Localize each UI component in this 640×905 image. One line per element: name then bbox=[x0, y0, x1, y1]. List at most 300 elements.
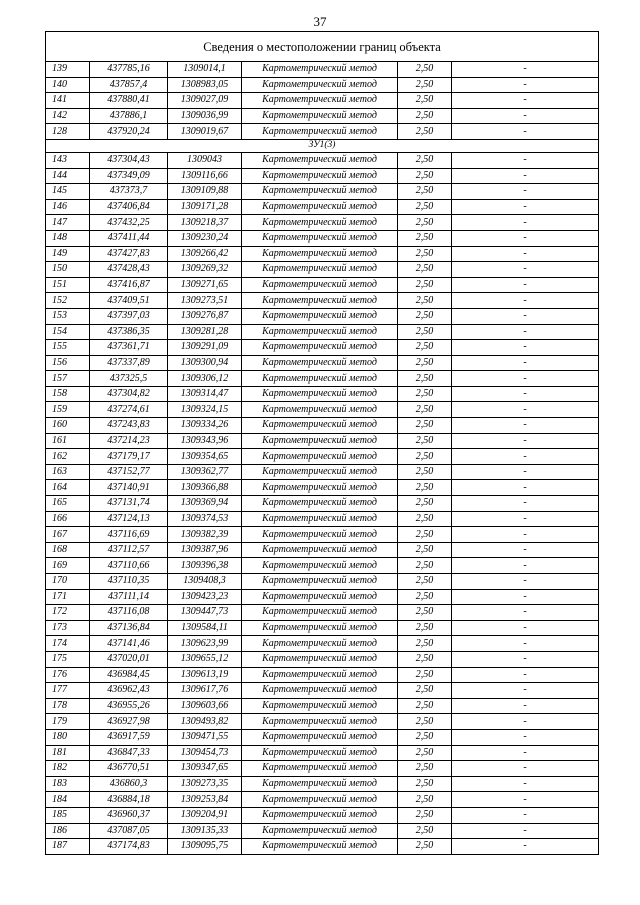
table-row bbox=[46, 230, 599, 246]
table-row bbox=[46, 355, 599, 371]
method-cell: Картометрический метод bbox=[242, 215, 398, 231]
point-number-cell: 187 bbox=[46, 839, 90, 855]
note-cell: - bbox=[452, 651, 599, 667]
method-cell: Картометрический метод bbox=[242, 776, 398, 792]
point-number-cell: 186 bbox=[46, 823, 90, 839]
table-row bbox=[46, 246, 599, 262]
y-coordinate-cell: 1309014,1 bbox=[168, 62, 242, 78]
x-coordinate-cell: 437116,08 bbox=[90, 605, 168, 621]
table-row bbox=[46, 215, 599, 231]
point-number-cell: 170 bbox=[46, 574, 90, 590]
accuracy-cell: 2,50 bbox=[398, 124, 452, 140]
accuracy-cell: 2,50 bbox=[398, 262, 452, 278]
note-cell: - bbox=[452, 714, 599, 730]
note-cell: - bbox=[452, 683, 599, 699]
x-coordinate-cell: 437361,71 bbox=[90, 340, 168, 356]
note-cell: - bbox=[452, 605, 599, 621]
x-coordinate-cell: 437274,61 bbox=[90, 402, 168, 418]
y-coordinate-cell: 1309019,67 bbox=[168, 124, 242, 140]
table-row bbox=[46, 527, 599, 543]
accuracy-cell: 2,50 bbox=[398, 636, 452, 652]
y-coordinate-cell: 1309423,23 bbox=[168, 589, 242, 605]
accuracy-cell: 2,50 bbox=[398, 230, 452, 246]
table-row bbox=[46, 714, 599, 730]
table-row bbox=[46, 124, 599, 140]
y-coordinate-cell: 1309382,39 bbox=[168, 527, 242, 543]
method-cell: Картометрический метод bbox=[242, 293, 398, 309]
accuracy-cell: 2,50 bbox=[398, 77, 452, 93]
table-row bbox=[46, 761, 599, 777]
note-cell: - bbox=[452, 589, 599, 605]
accuracy-cell: 2,50 bbox=[398, 745, 452, 761]
method-cell: Картометрический метод bbox=[242, 589, 398, 605]
x-coordinate-cell: 436847,33 bbox=[90, 745, 168, 761]
y-coordinate-cell: 1309271,65 bbox=[168, 277, 242, 293]
x-coordinate-cell: 437337,89 bbox=[90, 355, 168, 371]
accuracy-cell: 2,50 bbox=[398, 651, 452, 667]
note-cell: - bbox=[452, 355, 599, 371]
y-coordinate-cell: 1309584,11 bbox=[168, 620, 242, 636]
method-cell: Картометрический метод bbox=[242, 386, 398, 402]
point-number-cell: 149 bbox=[46, 246, 90, 262]
method-cell: Картометрический метод bbox=[242, 527, 398, 543]
table-row bbox=[46, 823, 599, 839]
note-cell: - bbox=[452, 77, 599, 93]
note-cell: - bbox=[452, 62, 599, 78]
method-cell: Картометрический метод bbox=[242, 340, 398, 356]
y-coordinate-cell: 1309036,99 bbox=[168, 108, 242, 124]
point-number-cell: 156 bbox=[46, 355, 90, 371]
point-number-cell: 145 bbox=[46, 184, 90, 200]
table-row bbox=[46, 839, 599, 855]
y-coordinate-cell: 1309493,82 bbox=[168, 714, 242, 730]
y-coordinate-cell: 1309306,12 bbox=[168, 371, 242, 387]
table-title-row bbox=[46, 32, 599, 62]
x-coordinate-cell: 436955,26 bbox=[90, 698, 168, 714]
table-row bbox=[46, 542, 599, 558]
y-coordinate-cell: 1309109,88 bbox=[168, 184, 242, 200]
accuracy-cell: 2,50 bbox=[398, 683, 452, 699]
accuracy-cell: 2,50 bbox=[398, 62, 452, 78]
method-cell: Картометрический метод bbox=[242, 62, 398, 78]
method-cell: Картометрический метод bbox=[242, 93, 398, 109]
point-number-cell: 179 bbox=[46, 714, 90, 730]
x-coordinate-cell: 437179,17 bbox=[90, 449, 168, 465]
y-coordinate-cell: 1309135,33 bbox=[168, 823, 242, 839]
point-number-cell: 159 bbox=[46, 402, 90, 418]
method-cell: Картометрический метод bbox=[242, 108, 398, 124]
accuracy-cell: 2,50 bbox=[398, 807, 452, 823]
method-cell: Картометрический метод bbox=[242, 511, 398, 527]
point-number-cell: 167 bbox=[46, 527, 90, 543]
note-cell: - bbox=[452, 761, 599, 777]
point-number-cell: 128 bbox=[46, 124, 90, 140]
note-cell: - bbox=[452, 199, 599, 215]
point-number-cell: 169 bbox=[46, 558, 90, 574]
point-number-cell: 154 bbox=[46, 324, 90, 340]
accuracy-cell: 2,50 bbox=[398, 324, 452, 340]
accuracy-cell: 2,50 bbox=[398, 511, 452, 527]
method-cell: Картометрический метод bbox=[242, 308, 398, 324]
point-number-cell: 177 bbox=[46, 683, 90, 699]
point-number-cell: 171 bbox=[46, 589, 90, 605]
x-coordinate-cell: 437880,41 bbox=[90, 93, 168, 109]
note-cell: - bbox=[452, 402, 599, 418]
point-number-cell: 158 bbox=[46, 386, 90, 402]
point-number-cell: 184 bbox=[46, 792, 90, 808]
y-coordinate-cell: 1308983,05 bbox=[168, 77, 242, 93]
method-cell: Картометрический метод bbox=[242, 277, 398, 293]
table-row bbox=[46, 371, 599, 387]
x-coordinate-cell: 437920,24 bbox=[90, 124, 168, 140]
table-row bbox=[46, 340, 599, 356]
note-cell: - bbox=[452, 340, 599, 356]
accuracy-cell: 2,50 bbox=[398, 667, 452, 683]
x-coordinate-cell: 437140,91 bbox=[90, 480, 168, 496]
note-cell: - bbox=[452, 108, 599, 124]
x-coordinate-cell: 437427,83 bbox=[90, 246, 168, 262]
note-cell: - bbox=[452, 152, 599, 168]
y-coordinate-cell: 1309334,26 bbox=[168, 418, 242, 434]
page-number: 37 bbox=[313, 14, 327, 29]
accuracy-cell: 2,50 bbox=[398, 792, 452, 808]
table-row bbox=[46, 77, 599, 93]
point-number-cell: 142 bbox=[46, 108, 90, 124]
method-cell: Картометрический метод bbox=[242, 792, 398, 808]
note-cell: - bbox=[452, 449, 599, 465]
y-coordinate-cell: 1309362,77 bbox=[168, 464, 242, 480]
table-row bbox=[46, 667, 599, 683]
method-cell: Картометрический метод bbox=[242, 199, 398, 215]
x-coordinate-cell: 437110,66 bbox=[90, 558, 168, 574]
point-number-cell: 155 bbox=[46, 340, 90, 356]
method-cell: Картометрический метод bbox=[242, 558, 398, 574]
x-coordinate-cell: 436917,59 bbox=[90, 729, 168, 745]
table-row bbox=[46, 324, 599, 340]
accuracy-cell: 2,50 bbox=[398, 386, 452, 402]
accuracy-cell: 2,50 bbox=[398, 308, 452, 324]
y-coordinate-cell: 1309408,3 bbox=[168, 574, 242, 590]
x-coordinate-cell: 437214,23 bbox=[90, 433, 168, 449]
x-coordinate-cell: 437174,83 bbox=[90, 839, 168, 855]
method-cell: Картометрический метод bbox=[242, 262, 398, 278]
y-coordinate-cell: 1309655,12 bbox=[168, 651, 242, 667]
accuracy-cell: 2,50 bbox=[398, 168, 452, 184]
y-coordinate-cell: 1309273,35 bbox=[168, 776, 242, 792]
x-coordinate-cell: 437020,01 bbox=[90, 651, 168, 667]
table-row bbox=[46, 620, 599, 636]
y-coordinate-cell: 1309454,73 bbox=[168, 745, 242, 761]
note-cell: - bbox=[452, 839, 599, 855]
method-cell: Картометрический метод bbox=[242, 683, 398, 699]
point-number-cell: 185 bbox=[46, 807, 90, 823]
point-number-cell: 140 bbox=[46, 77, 90, 93]
note-cell: - bbox=[452, 667, 599, 683]
method-cell: Картометрический метод bbox=[242, 77, 398, 93]
point-number-cell: 152 bbox=[46, 293, 90, 309]
accuracy-cell: 2,50 bbox=[398, 402, 452, 418]
table-row bbox=[46, 199, 599, 215]
x-coordinate-cell: 437349,09 bbox=[90, 168, 168, 184]
method-cell: Картометрический метод bbox=[242, 651, 398, 667]
method-cell: Картометрический метод bbox=[242, 714, 398, 730]
point-number-cell: 175 bbox=[46, 651, 90, 667]
x-coordinate-cell: 436927,98 bbox=[90, 714, 168, 730]
table-row bbox=[46, 511, 599, 527]
x-coordinate-cell: 437304,82 bbox=[90, 386, 168, 402]
note-cell: - bbox=[452, 807, 599, 823]
table-row bbox=[46, 433, 599, 449]
method-cell: Картометрический метод bbox=[242, 807, 398, 823]
table-row bbox=[46, 807, 599, 823]
method-cell: Картометрический метод bbox=[242, 605, 398, 621]
accuracy-cell: 2,50 bbox=[398, 464, 452, 480]
note-cell: - bbox=[452, 262, 599, 278]
method-cell: Картометрический метод bbox=[242, 355, 398, 371]
note-cell: - bbox=[452, 293, 599, 309]
point-number-cell: 139 bbox=[46, 62, 90, 78]
x-coordinate-cell: 436960,37 bbox=[90, 807, 168, 823]
accuracy-cell: 2,50 bbox=[398, 246, 452, 262]
method-cell: Картометрический метод bbox=[242, 433, 398, 449]
point-number-cell: 173 bbox=[46, 620, 90, 636]
x-coordinate-cell: 436770,51 bbox=[90, 761, 168, 777]
note-cell: - bbox=[452, 496, 599, 512]
note-cell: - bbox=[452, 511, 599, 527]
note-cell: - bbox=[452, 698, 599, 714]
note-cell: - bbox=[452, 480, 599, 496]
note-cell: - bbox=[452, 246, 599, 262]
accuracy-cell: 2,50 bbox=[398, 542, 452, 558]
accuracy-cell: 2,50 bbox=[398, 108, 452, 124]
method-cell: Картометрический метод bbox=[242, 620, 398, 636]
note-cell: - bbox=[452, 433, 599, 449]
point-number-cell: 160 bbox=[46, 418, 90, 434]
x-coordinate-cell: 436984,45 bbox=[90, 667, 168, 683]
accuracy-cell: 2,50 bbox=[398, 527, 452, 543]
x-coordinate-cell: 437416,87 bbox=[90, 277, 168, 293]
note-cell: - bbox=[452, 308, 599, 324]
accuracy-cell: 2,50 bbox=[398, 823, 452, 839]
accuracy-cell: 2,50 bbox=[398, 480, 452, 496]
method-cell: Картометрический метод bbox=[242, 667, 398, 683]
method-cell: Картометрический метод bbox=[242, 246, 398, 262]
accuracy-cell: 2,50 bbox=[398, 152, 452, 168]
note-cell: - bbox=[452, 324, 599, 340]
accuracy-cell: 2,50 bbox=[398, 839, 452, 855]
x-coordinate-cell: 437373,7 bbox=[90, 184, 168, 200]
y-coordinate-cell: 1309369,94 bbox=[168, 496, 242, 512]
note-cell: - bbox=[452, 729, 599, 745]
note-cell: - bbox=[452, 230, 599, 246]
x-coordinate-cell: 437136,84 bbox=[90, 620, 168, 636]
y-coordinate-cell: 1309269,32 bbox=[168, 262, 242, 278]
accuracy-cell: 2,50 bbox=[398, 729, 452, 745]
y-coordinate-cell: 1309603,66 bbox=[168, 698, 242, 714]
point-number-cell: 141 bbox=[46, 93, 90, 109]
section-row bbox=[46, 139, 599, 152]
table-row bbox=[46, 152, 599, 168]
method-cell: Картометрический метод bbox=[242, 168, 398, 184]
accuracy-cell: 2,50 bbox=[398, 589, 452, 605]
point-number-cell: 148 bbox=[46, 230, 90, 246]
accuracy-cell: 2,50 bbox=[398, 215, 452, 231]
accuracy-cell: 2,50 bbox=[398, 355, 452, 371]
table-row bbox=[46, 683, 599, 699]
point-number-cell: 174 bbox=[46, 636, 90, 652]
note-cell: - bbox=[452, 184, 599, 200]
y-coordinate-cell: 1309396,38 bbox=[168, 558, 242, 574]
table-row bbox=[46, 418, 599, 434]
accuracy-cell: 2,50 bbox=[398, 293, 452, 309]
note-cell: - bbox=[452, 792, 599, 808]
x-coordinate-cell: 437152,77 bbox=[90, 464, 168, 480]
accuracy-cell: 2,50 bbox=[398, 558, 452, 574]
y-coordinate-cell: 1309300,94 bbox=[168, 355, 242, 371]
y-coordinate-cell: 1309343,96 bbox=[168, 433, 242, 449]
note-cell: - bbox=[452, 464, 599, 480]
x-coordinate-cell: 437124,13 bbox=[90, 511, 168, 527]
point-number-cell: 157 bbox=[46, 371, 90, 387]
x-coordinate-cell: 436860,3 bbox=[90, 776, 168, 792]
x-coordinate-cell: 437243,83 bbox=[90, 418, 168, 434]
accuracy-cell: 2,50 bbox=[398, 574, 452, 590]
table-row bbox=[46, 698, 599, 714]
method-cell: Картометрический метод bbox=[242, 152, 398, 168]
note-cell: - bbox=[452, 620, 599, 636]
y-coordinate-cell: 1309623,99 bbox=[168, 636, 242, 652]
method-cell: Картометрический метод bbox=[242, 574, 398, 590]
table-row bbox=[46, 449, 599, 465]
method-cell: Картометрический метод bbox=[242, 729, 398, 745]
accuracy-cell: 2,50 bbox=[398, 620, 452, 636]
y-coordinate-cell: 1309471,55 bbox=[168, 729, 242, 745]
accuracy-cell: 2,50 bbox=[398, 433, 452, 449]
y-coordinate-cell: 1309266,42 bbox=[168, 246, 242, 262]
method-cell: Картометрический метод bbox=[242, 464, 398, 480]
method-cell: Картометрический метод bbox=[242, 496, 398, 512]
accuracy-cell: 2,50 bbox=[398, 605, 452, 621]
method-cell: Картометрический метод bbox=[242, 745, 398, 761]
point-number-cell: 153 bbox=[46, 308, 90, 324]
table-row bbox=[46, 293, 599, 309]
y-coordinate-cell: 1309291,09 bbox=[168, 340, 242, 356]
note-cell: - bbox=[452, 823, 599, 839]
note-cell: - bbox=[452, 277, 599, 293]
y-coordinate-cell: 1309253,84 bbox=[168, 792, 242, 808]
x-coordinate-cell: 436962,43 bbox=[90, 683, 168, 699]
y-coordinate-cell: 1309354,65 bbox=[168, 449, 242, 465]
x-coordinate-cell: 436884,18 bbox=[90, 792, 168, 808]
x-coordinate-cell: 437428,43 bbox=[90, 262, 168, 278]
x-coordinate-cell: 437112,57 bbox=[90, 542, 168, 558]
note-cell: - bbox=[452, 542, 599, 558]
y-coordinate-cell: 1309027,09 bbox=[168, 93, 242, 109]
note-cell: - bbox=[452, 124, 599, 140]
table-title: Сведения о местоположении границ объекта bbox=[46, 32, 599, 62]
method-cell: Картометрический метод bbox=[242, 761, 398, 777]
x-coordinate-cell: 437409,51 bbox=[90, 293, 168, 309]
point-number-cell: 181 bbox=[46, 745, 90, 761]
table-row bbox=[46, 93, 599, 109]
table-row bbox=[46, 308, 599, 324]
point-number-cell: 147 bbox=[46, 215, 90, 231]
y-coordinate-cell: 1309043 bbox=[168, 152, 242, 168]
note-cell: - bbox=[452, 168, 599, 184]
note-cell: - bbox=[452, 574, 599, 590]
method-cell: Картометрический метод bbox=[242, 124, 398, 140]
accuracy-cell: 2,50 bbox=[398, 698, 452, 714]
note-cell: - bbox=[452, 527, 599, 543]
note-cell: - bbox=[452, 418, 599, 434]
method-cell: Картометрический метод bbox=[242, 418, 398, 434]
table-row bbox=[46, 558, 599, 574]
accuracy-cell: 2,50 bbox=[398, 496, 452, 512]
table-row bbox=[46, 168, 599, 184]
accuracy-cell: 2,50 bbox=[398, 761, 452, 777]
table-row bbox=[46, 651, 599, 667]
x-coordinate-cell: 437116,69 bbox=[90, 527, 168, 543]
point-number-cell: 150 bbox=[46, 262, 90, 278]
y-coordinate-cell: 1309204,91 bbox=[168, 807, 242, 823]
y-coordinate-cell: 1309617,76 bbox=[168, 683, 242, 699]
x-coordinate-cell: 437857,4 bbox=[90, 77, 168, 93]
y-coordinate-cell: 1309374,53 bbox=[168, 511, 242, 527]
x-coordinate-cell: 437432,25 bbox=[90, 215, 168, 231]
table-row bbox=[46, 745, 599, 761]
point-number-cell: 182 bbox=[46, 761, 90, 777]
x-coordinate-cell: 437304,43 bbox=[90, 152, 168, 168]
note-cell: - bbox=[452, 636, 599, 652]
y-coordinate-cell: 1309366,88 bbox=[168, 480, 242, 496]
method-cell: Картометрический метод bbox=[242, 698, 398, 714]
note-cell: - bbox=[452, 776, 599, 792]
y-coordinate-cell: 1309230,24 bbox=[168, 230, 242, 246]
point-number-cell: 161 bbox=[46, 433, 90, 449]
point-number-cell: 146 bbox=[46, 199, 90, 215]
accuracy-cell: 2,50 bbox=[398, 340, 452, 356]
x-coordinate-cell: 437411,44 bbox=[90, 230, 168, 246]
x-coordinate-cell: 437325,5 bbox=[90, 371, 168, 387]
accuracy-cell: 2,50 bbox=[398, 449, 452, 465]
note-cell: - bbox=[452, 215, 599, 231]
point-number-cell: 162 bbox=[46, 449, 90, 465]
y-coordinate-cell: 1309095,75 bbox=[168, 839, 242, 855]
x-coordinate-cell: 437886,1 bbox=[90, 108, 168, 124]
accuracy-cell: 2,50 bbox=[398, 93, 452, 109]
note-cell: - bbox=[452, 386, 599, 402]
table-row bbox=[46, 480, 599, 496]
x-coordinate-cell: 437141,46 bbox=[90, 636, 168, 652]
accuracy-cell: 2,50 bbox=[398, 199, 452, 215]
point-number-cell: 178 bbox=[46, 698, 90, 714]
x-coordinate-cell: 437110,35 bbox=[90, 574, 168, 590]
point-number-cell: 166 bbox=[46, 511, 90, 527]
point-number-cell: 165 bbox=[46, 496, 90, 512]
table-row bbox=[46, 108, 599, 124]
section-label: ЗУ1(3) bbox=[46, 139, 599, 152]
point-number-cell: 143 bbox=[46, 152, 90, 168]
x-coordinate-cell: 437131,74 bbox=[90, 496, 168, 512]
y-coordinate-cell: 1309347,65 bbox=[168, 761, 242, 777]
y-coordinate-cell: 1309218,37 bbox=[168, 215, 242, 231]
y-coordinate-cell: 1309324,15 bbox=[168, 402, 242, 418]
note-cell: - bbox=[452, 558, 599, 574]
table-row bbox=[46, 386, 599, 402]
accuracy-cell: 2,50 bbox=[398, 776, 452, 792]
method-cell: Картометрический метод bbox=[242, 230, 398, 246]
method-cell: Картометрический метод bbox=[242, 839, 398, 855]
